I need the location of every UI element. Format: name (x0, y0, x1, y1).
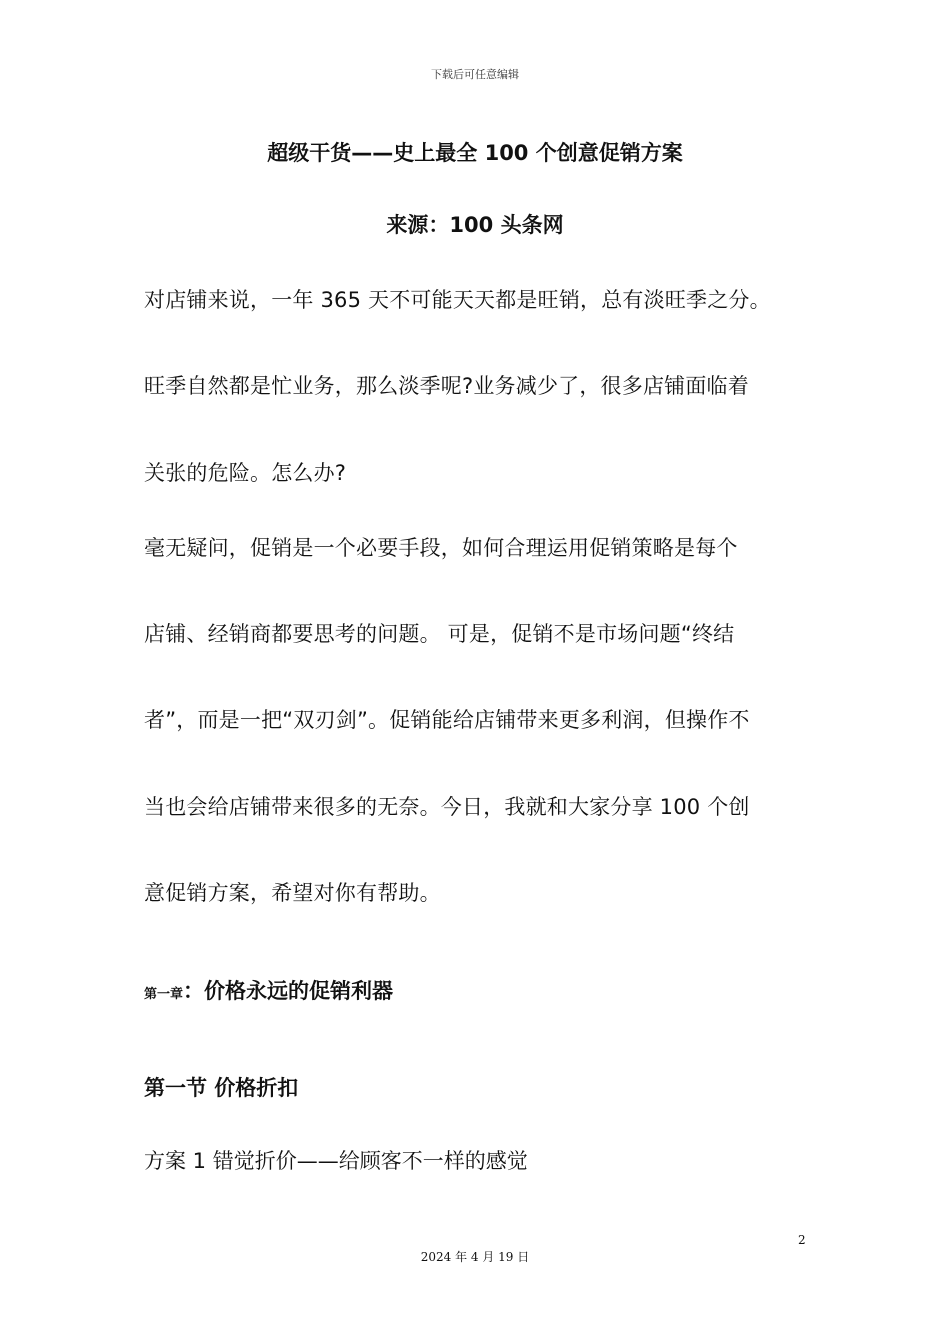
paragraph-line: 旺季自然都是忙业务，那么淡季呢?业务减少了，很多店铺面临着 (144, 374, 749, 398)
page-number: 2 (798, 1233, 806, 1247)
document-title: 超级干货——史上最全 100 个创意促销方案 (267, 141, 683, 165)
chapter-title: ：价格永远的促销利器 (183, 979, 394, 1003)
chapter-prefix: 第一章 (144, 987, 184, 1002)
plan-title: 方案 1 错觉折价——给顾客不一样的感觉 (144, 1149, 528, 1173)
paragraph-line: 者”，而是一把“双刃剑”。促销能给店铺带来更多利润，但操作不 (144, 708, 750, 732)
paragraph-line: 关张的危险。怎么办? (144, 461, 347, 485)
paragraph-line: 意促销方案，希望对你有帮助。 (144, 881, 441, 905)
section-heading: 第一节 价格折扣 (144, 1076, 299, 1100)
document-source: 来源：100 头条网 (386, 213, 564, 237)
paragraph-line: 当也会给店铺带来很多的无奈。今日，我就和大家分享 100 个创 (144, 795, 750, 819)
footer-date: 2024 年 4 月 19 日 (420, 1250, 530, 1264)
header-note: 下载后可任意编辑 (431, 68, 519, 81)
paragraph-line: 对店铺来说，一年 365 天不可能天天都是旺销，总有淡旺季之分。 (144, 288, 771, 312)
chapter-heading (144, 975, 393, 1005)
paragraph-line: 毫无疑问，促销是一个必要手段，如何合理运用促销策略是每个 (144, 536, 738, 560)
paragraph-line: 店铺、经销商都要思考的问题。 可是，促销不是市场问题“终结 (144, 622, 735, 646)
